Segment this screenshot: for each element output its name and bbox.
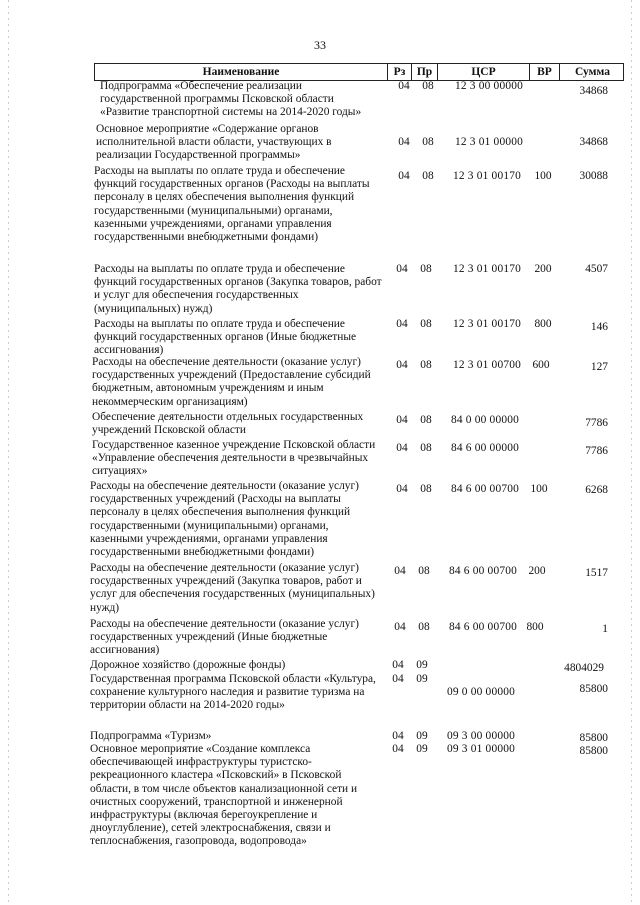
row-pr: 08	[420, 414, 432, 426]
row-name: Расходы на выплаты по оплате труда и обеспечение функций государственных органов (Закупка товаров, работ и услуг для обеспечения государственных (муниципальных) нужд)	[94, 263, 382, 315]
row-csr: 84 6 00 00700	[448, 621, 518, 633]
row-csr: 12 3 01 00700	[452, 359, 522, 371]
row-sum: 1	[602, 623, 608, 635]
row-pr: 08	[420, 483, 432, 495]
row-rz: 04	[396, 414, 408, 426]
row-name: Расходы на выплаты по оплате труда и обеспечение функций государственных органов (Расходы на выплаты персоналу в целях обеспечения выполнения функций государственными (муниципальными) органами, казенными учреждениями, органами управления государственными внебюджетными фондами)	[94, 165, 370, 244]
row-pr: 08	[418, 565, 430, 577]
row-rz: 04	[394, 565, 406, 577]
row-rz: 04	[396, 483, 408, 495]
row-sum: 7786	[585, 417, 608, 429]
row-csr: 12 3 01 00170	[452, 263, 522, 275]
row-sum: 1517	[585, 567, 608, 579]
row-rz: 04	[396, 263, 408, 275]
row-pr: 09	[416, 673, 428, 685]
column-header-vr: ВР	[529, 64, 559, 80]
row-csr: 12 3 01 00170	[452, 318, 522, 330]
row-sum: 4804029	[564, 662, 604, 674]
row-csr: 12 3 01 00170	[452, 170, 522, 182]
row-name: Дорожное хозяйство (дорожные фонды)	[90, 659, 286, 671]
row-rz: 04	[398, 170, 410, 182]
column-header-name: Наименование	[202, 66, 280, 78]
row-sum: 6268	[585, 484, 608, 496]
row-rz: 04	[396, 442, 408, 454]
row-rz: 04	[392, 730, 404, 742]
row-sum: 7786	[585, 445, 608, 457]
row-csr: 84 0 00 00000	[450, 414, 520, 426]
row-csr: 84 6 00 00700	[448, 565, 518, 577]
row-vr: 100	[534, 170, 552, 182]
row-pr: 08	[422, 170, 434, 182]
scan-edge-right	[631, 0, 632, 905]
column-header-rz: Рз	[387, 64, 411, 80]
row-pr: 08	[422, 80, 434, 92]
row-name: Расходы на обеспечение деятельности (оказание услуг) государственных учреждений (Расходы на выплаты персоналу в целях обеспечения выполнения функций государственными (муниципальными) органами, казенными учреждениями, органами управления государственными внебюджетными фондами)	[90, 480, 359, 559]
row-name: Государственное казенное учреждение Псковской области «Управление обеспечения деятельности в чрезвычайных ситуациях»	[92, 439, 376, 478]
row-sum: 146	[590, 321, 608, 333]
row-rz: 04	[398, 136, 410, 148]
row-sum: 85800	[579, 732, 608, 744]
row-pr: 09	[416, 743, 428, 755]
row-pr: 08	[418, 621, 430, 633]
row-csr: 12 3 00 00000	[454, 80, 524, 92]
column-header-csr: ЦСР	[437, 64, 529, 80]
row-pr: 09	[416, 659, 428, 671]
row-csr: 84 6 00 00700	[450, 483, 520, 495]
row-sum: 34868	[579, 136, 608, 148]
table-header	[94, 63, 624, 81]
row-csr: 09 3 01 00000	[446, 743, 516, 755]
row-name: Расходы на обеспечение деятельности (оказание услуг) государственных учреждений (Предоставление субсидий бюджетным, автономным учреждениям и иным некоммерческим организациям)	[92, 356, 371, 408]
row-name: Расходы на обеспечение деятельности (оказание услуг) государственных учреждений (Закупка товаров, работ и услуг для обеспечения государственных (муниципальных) нужд)	[90, 562, 375, 614]
row-name: Государственная программа Псковской области «Культура, сохранение культурного наследия и развитие туризма на территории области на 2014-2020 годы»	[90, 673, 376, 712]
row-vr: 200	[534, 263, 552, 275]
row-vr: 800	[526, 621, 544, 633]
row-pr: 08	[420, 442, 432, 454]
row-name: Расходы на обеспечение деятельности (оказание услуг) государственных учреждений (Иные бюджетные ассигнования)	[90, 618, 359, 657]
row-name: Основное мероприятие «Создание комплекса обеспечивающей инфраструктуры туристско-рекреационного кластера «Псковский» в Псковской области, в том числе объектов канализационной сети и очистных сооружений, транспортной и инженерной инфраструктуры (включая берегоукрепление и дноуглубление), сетей электроснабжения, связи и теплоснабжения, газопровода, водопровода»	[90, 743, 358, 848]
row-sum: 85800	[579, 683, 608, 695]
row-vr: 200	[528, 565, 546, 577]
row-name: Обеспечение деятельности отдельных государственных учреждений Псковской области	[92, 411, 364, 437]
row-name: Расходы на выплаты по оплате труда и обеспечение функций государственных органов (Иные бюджетные ассигнования)	[94, 318, 357, 357]
scan-edge-left	[8, 0, 9, 905]
row-name: Подпрограмма «Обеспечение реализации государственной программы Псковской области «Развитие транспортной системы на 2014-2020 годы»	[100, 80, 362, 119]
row-rz: 04	[392, 673, 404, 685]
row-vr: 100	[530, 483, 548, 495]
page-number: 33	[314, 38, 326, 52]
row-sum: 4507	[585, 263, 608, 275]
row-sum: 85800	[579, 745, 608, 757]
row-vr: 800	[534, 318, 552, 330]
row-pr: 08	[420, 318, 432, 330]
row-vr: 600	[532, 359, 550, 371]
row-name: Основное мероприятие «Содержание органов исполнительной власти области, участвующих в реализации Государственной программы»	[96, 123, 332, 162]
row-rz: 04	[398, 80, 410, 92]
row-rz: 04	[392, 659, 404, 671]
row-rz: 04	[394, 621, 406, 633]
row-csr: 12 3 01 00000	[454, 136, 524, 148]
row-sum: 30088	[579, 170, 608, 182]
row-pr: 08	[420, 359, 432, 371]
row-pr: 09	[416, 730, 428, 742]
row-sum: 127	[590, 361, 608, 373]
row-csr: 09 3 00 00000	[446, 730, 516, 742]
row-pr: 08	[420, 263, 432, 275]
column-header-pr: Пр	[411, 64, 437, 80]
column-header-sum: Сумма	[559, 64, 625, 80]
row-rz: 04	[392, 743, 404, 755]
row-rz: 04	[396, 318, 408, 330]
row-rz: 04	[396, 359, 408, 371]
row-csr: 84 6 00 00000	[450, 442, 520, 454]
row-csr: 09 0 00 00000	[446, 686, 516, 698]
row-pr: 08	[422, 136, 434, 148]
row-name: Подпрограмма «Туризм»	[90, 730, 212, 742]
row-sum: 34868	[579, 85, 608, 97]
